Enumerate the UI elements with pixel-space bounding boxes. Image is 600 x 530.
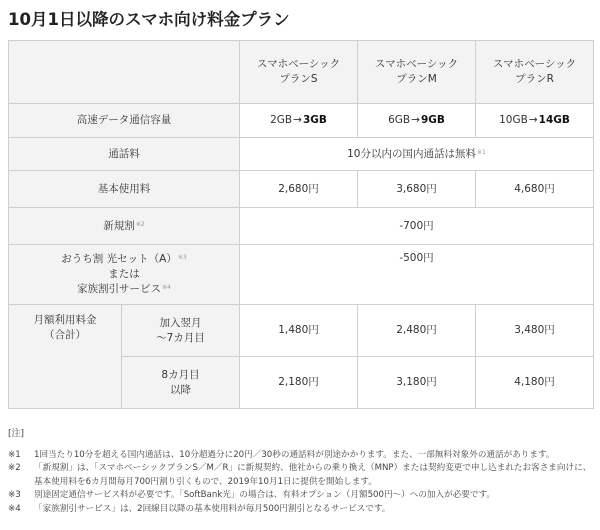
home-discount-label-cell (9, 245, 240, 305)
period2-plan-s: 2,180円 (240, 357, 358, 409)
new-discount-row (9, 208, 594, 245)
pricing-table (8, 40, 594, 409)
new-discount-value: -700円 (240, 208, 594, 245)
period2-label-line1: 8カ月目 (161, 368, 200, 381)
note-item-text: 「家族割引サービス」は、2回線目以降の基本使用料が毎月500円割引となるサービスです。 (34, 503, 391, 514)
data-before: 10GB (499, 114, 528, 126)
period1-plan-s: 1,480円 (240, 305, 358, 357)
monthly-fee-label-line1: 月額利用料金 (33, 314, 97, 326)
notes-heading: [注] (8, 429, 25, 439)
home-discount-value: -500円 (240, 245, 594, 305)
monthly-period1-row (9, 305, 594, 357)
new-discount-label-cell (9, 208, 240, 245)
header-corner-cell (9, 41, 240, 104)
plan-m-name-line2: プランM (396, 73, 437, 85)
plan-header-row (9, 41, 594, 104)
plan-s-header (240, 41, 358, 104)
base-fee-row (9, 171, 594, 208)
period2-plan-m: 3,180円 (358, 357, 476, 409)
data-after: 9GB (420, 114, 445, 126)
page-title: 10月1日以降のスマホ向け料金プラン (8, 10, 290, 29)
call-fee-value (240, 138, 594, 171)
monthly-fee-label-line2: （合計） (44, 329, 86, 341)
home-discount-row (9, 245, 594, 305)
base-fee-plan-s: 2,680円 (240, 171, 358, 208)
plan-r-name-line2: プランR (515, 73, 554, 85)
arrow-icon: → (411, 114, 420, 126)
period2-label-line2: 以降 (170, 383, 191, 396)
note-mark: ※1 (477, 148, 486, 156)
data-before: 6GB (388, 114, 411, 126)
note-item (8, 503, 596, 517)
data-capacity-plan-r (476, 104, 594, 138)
home-discount-label-line2: または (108, 268, 140, 280)
base-fee-label: 基本使用料 (9, 171, 240, 208)
note-item (8, 462, 596, 489)
period1-plan-r: 3,480円 (476, 305, 594, 357)
plan-s-name-line2: プランS (279, 73, 318, 85)
call-fee-label: 通話料 (9, 138, 240, 171)
monthly-fee-label-cell (9, 305, 122, 409)
data-capacity-label: 高速データ通信容量 (9, 104, 240, 138)
period1-label-line1: 加入翌月 (159, 316, 202, 329)
data-capacity-plan-s (240, 104, 358, 138)
note-mark: ※2 (135, 220, 145, 228)
data-capacity-plan-m (358, 104, 476, 138)
note-item-mark: ※4 (8, 503, 21, 514)
plan-r-header (476, 41, 594, 104)
call-fee-text: 10分以内の国内通話は無料 (347, 147, 476, 160)
base-fee-plan-r: 4,680円 (476, 171, 594, 208)
arrow-icon: → (293, 114, 302, 126)
note-item-mark: ※2 (8, 463, 21, 473)
note-mark: ※3 (177, 254, 187, 261)
note-item-text: 別途固定通信サービス料が必要です。「SoftBank光」の場合は、有料オプション（月額500円〜）への加入が必要です。 (34, 490, 495, 500)
base-fee-plan-m: 3,680円 (358, 171, 476, 208)
note-item (8, 489, 596, 503)
period2-plan-r: 4,180円 (476, 357, 594, 409)
note-item-text: 「新規割」は、「スマホベーシックプランS／M／R」に新規契約、他社からの乗り換え（MNP）または契約変更で申し込まれたお客さま向けに、基本使用料を6カ月間毎月700円割り引くもので、2019年10月1日に提供を開始します。 (34, 463, 592, 487)
call-fee-row (9, 138, 594, 171)
home-discount-label-line3: 家族割引サービス (77, 283, 162, 295)
period1-plan-m: 2,480円 (358, 305, 476, 357)
data-after: 14GB (538, 114, 570, 126)
note-item-mark: ※1 (8, 449, 21, 460)
note-item-mark: ※3 (8, 490, 21, 500)
plan-s-name-line1: スマホベーシック (256, 58, 341, 70)
period1-label-cell (122, 305, 240, 357)
note-item-text: 1回当たり10分を超える国内通話は、10分超過分に20円／30秒の通話料が別途かかります。また、一部無料対象外の通話があります。 (34, 449, 555, 460)
data-capacity-row (9, 104, 594, 138)
notes-section (8, 428, 596, 516)
new-discount-label: 新規割 (103, 219, 135, 232)
plan-m-header (358, 41, 476, 104)
data-before: 2GB (270, 114, 293, 126)
note-item (8, 449, 596, 463)
period2-label-cell (122, 357, 240, 409)
period1-label-line2: 〜7カ月目 (156, 331, 205, 344)
note-mark: ※4 (162, 284, 171, 291)
data-after: 3GB (302, 114, 327, 126)
arrow-icon: → (528, 114, 538, 126)
plan-r-name-line1: スマホベーシック (492, 58, 577, 70)
plan-m-name-line1: スマホベーシック (374, 58, 459, 70)
home-discount-label-line1: おうち割 光セット（A） (61, 253, 177, 265)
